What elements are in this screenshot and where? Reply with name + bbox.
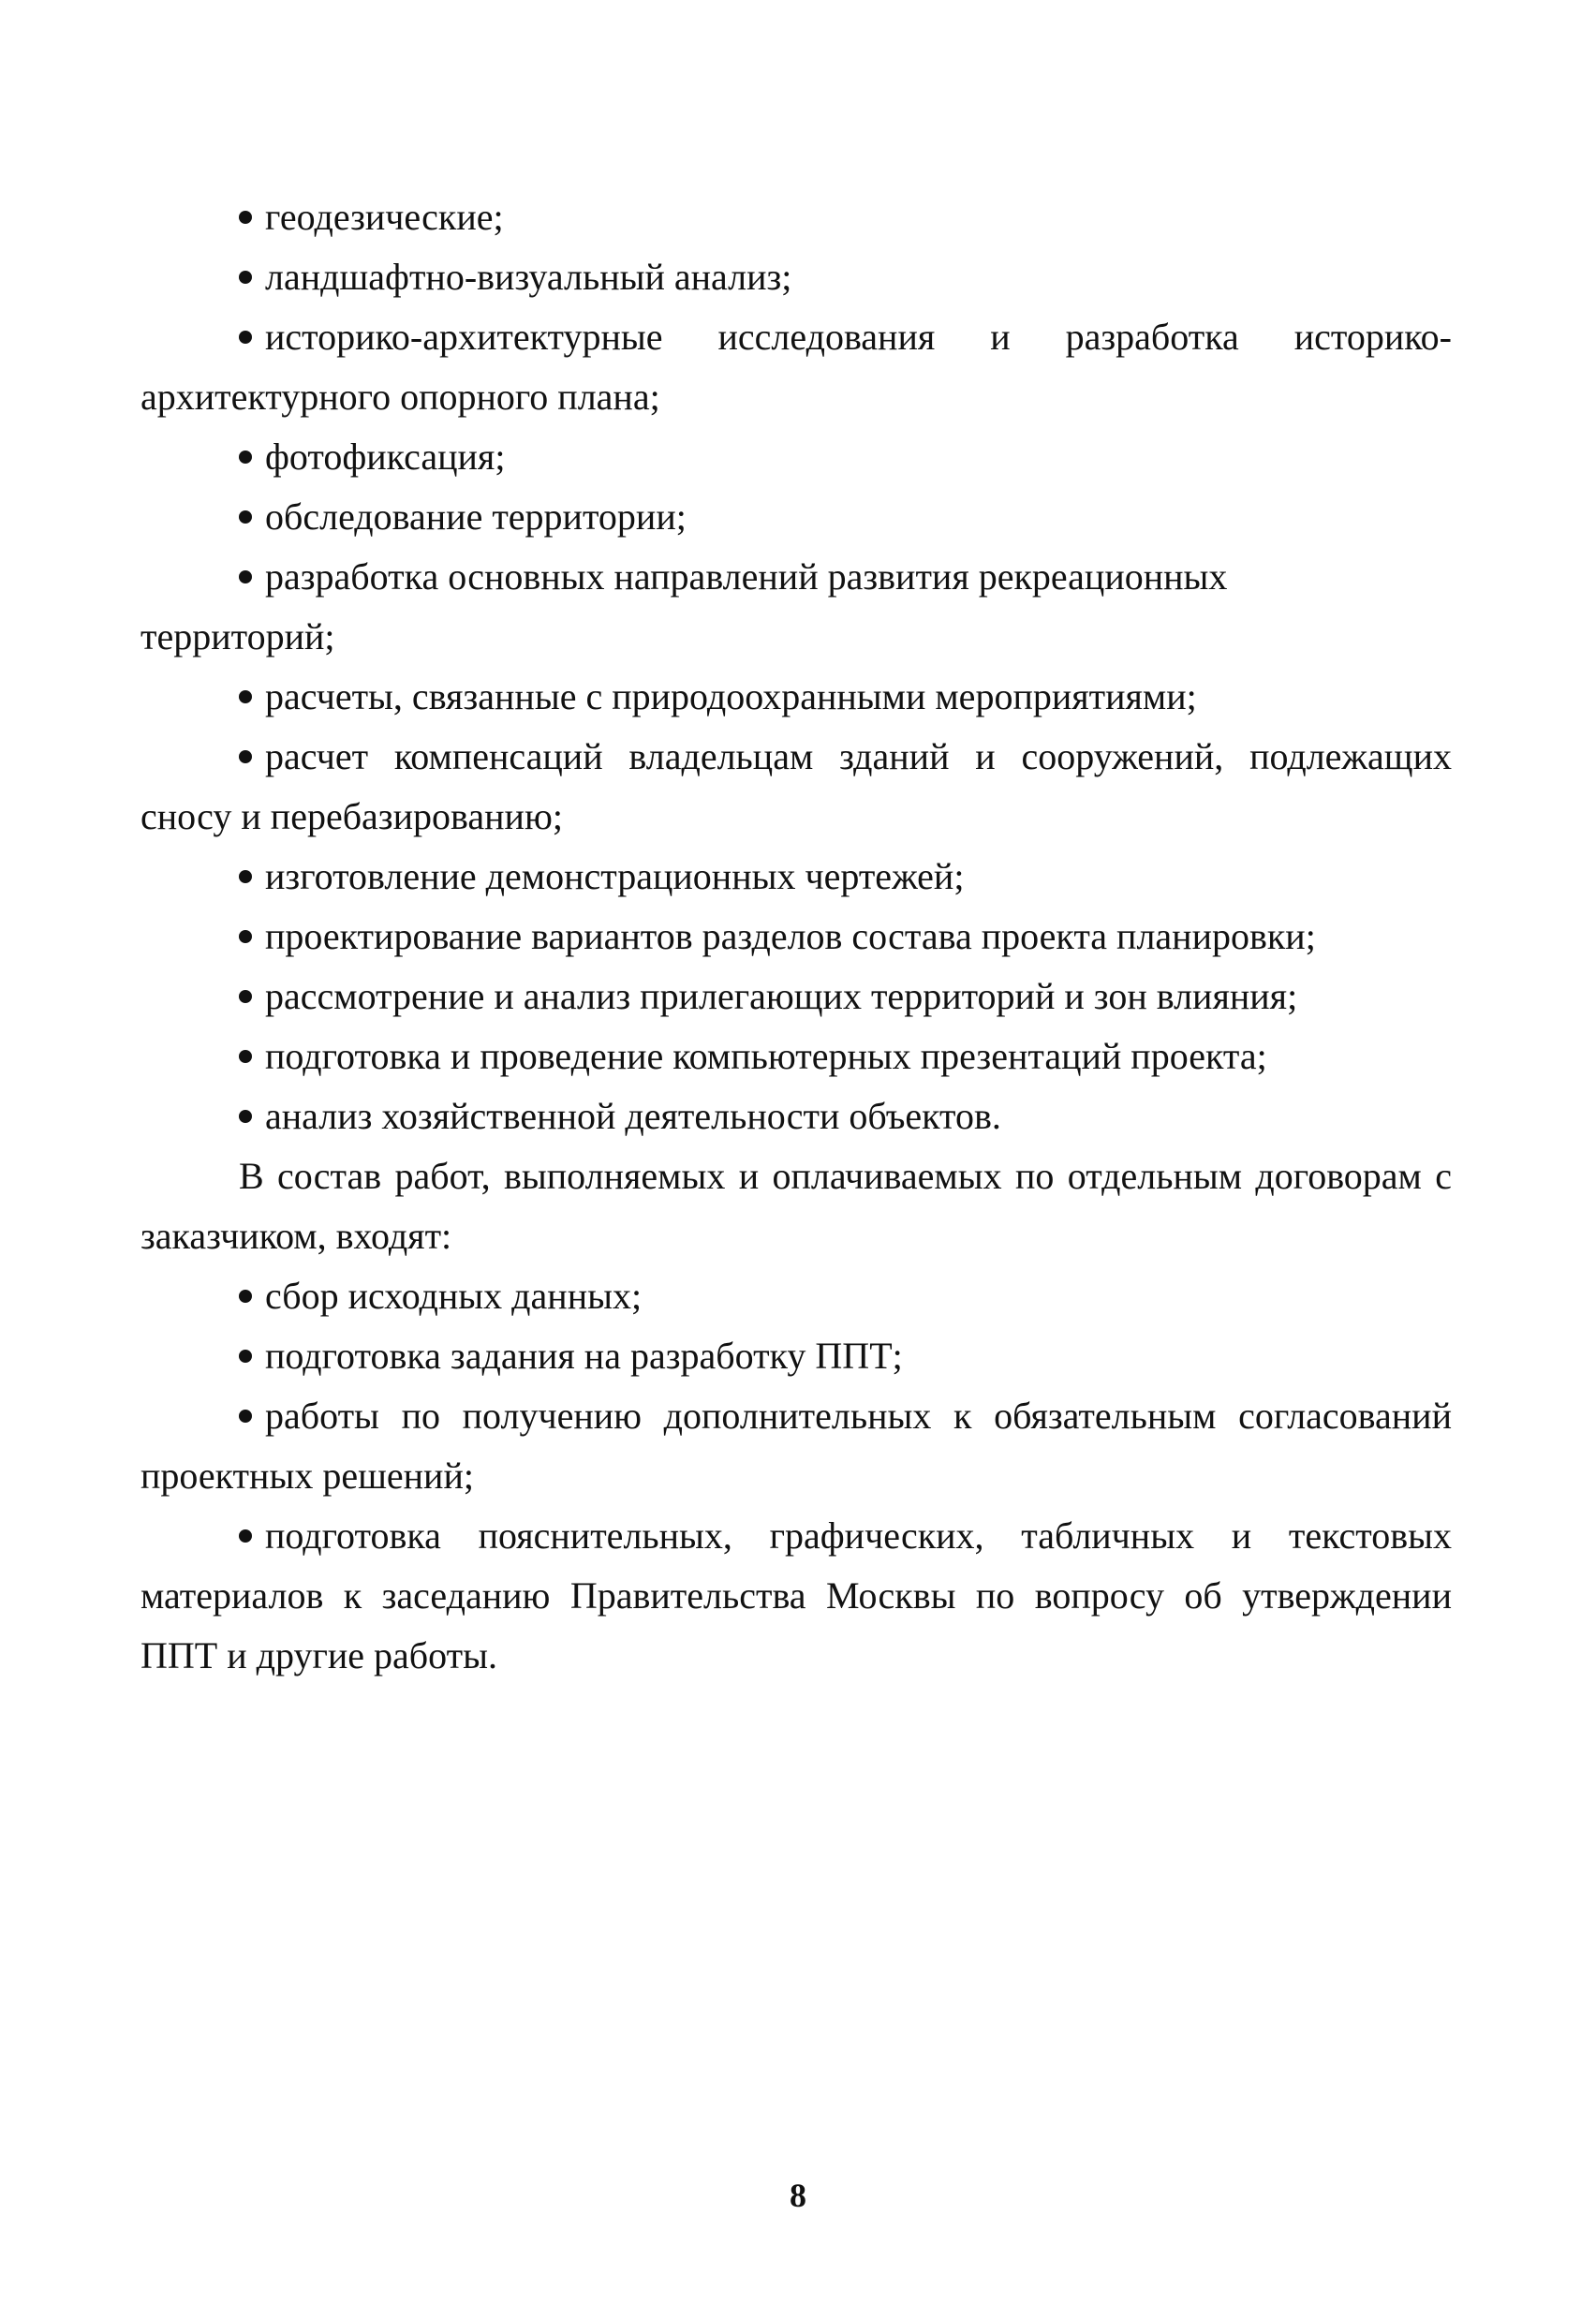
paragraph-continuation: заказчиком, входят: <box>140 1215 452 1257</box>
list-item <box>140 907 1452 967</box>
list-item <box>140 1326 1452 1386</box>
list-item <box>140 967 1452 1026</box>
list-item-continuation: архитектурного опорного плана; <box>140 376 660 418</box>
list-item <box>140 247 1452 307</box>
list-item-text: подготовка и проведение компьютерных презентаций проекта; <box>265 1035 1267 1077</box>
page-number: 8 <box>790 2177 806 2214</box>
list-item <box>140 1086 1452 1146</box>
bullet-icon <box>239 570 252 583</box>
bullet-icon <box>239 690 252 703</box>
list-item-text: подготовка пояснительных, графических, табличных и текстовых <box>265 1514 1452 1557</box>
list-item-text: фотофиксация; <box>265 436 506 478</box>
list-item-text: сбор исходных данных; <box>265 1275 643 1317</box>
list-item-text: историко-архитектурные исследования и разработка историко- <box>265 316 1452 358</box>
list-item-text: геодезические; <box>265 196 504 238</box>
bullet-icon <box>239 1290 252 1303</box>
bullet-icon <box>239 1110 252 1123</box>
list-item-text: подготовка задания на разработку ППТ; <box>265 1335 903 1377</box>
list-item <box>140 187 1452 247</box>
list-item-continuation: сносу и перебазированию; <box>140 795 563 837</box>
list-item <box>140 427 1452 487</box>
bullet-icon <box>239 1050 252 1063</box>
list-item <box>140 1266 1452 1326</box>
bullet-icon <box>239 211 252 224</box>
list-item <box>140 727 1452 847</box>
list-item-text: разработка основных направлений развития рекреационных <box>265 555 1228 598</box>
list-item-text: проектирование вариантов разделов состава проекта планировки; <box>265 915 1316 957</box>
list-item-continuation: проектных решений; <box>140 1455 474 1497</box>
bullet-icon <box>239 1410 252 1423</box>
list-item <box>140 487 1452 547</box>
bullet-icon <box>239 271 252 284</box>
list-item <box>140 1386 1452 1506</box>
bullet-icon <box>239 870 252 883</box>
list-item-continuation: территорий; <box>140 615 335 657</box>
list-item-text: работы по получению дополнительных к обязательным согласований <box>265 1395 1452 1437</box>
bullet-icon <box>239 450 252 464</box>
page-content <box>140 187 1452 1686</box>
list-item <box>140 667 1452 727</box>
bullet-icon <box>239 930 252 943</box>
list-item-text: расчеты, связанные с природоохранными мероприятиями; <box>265 675 1197 717</box>
list-item <box>140 307 1452 427</box>
bullet-icon <box>239 750 252 763</box>
paragraph-first-line: В состав работ, выполняемых и оплачиваемых по отдельным договорам с <box>239 1155 1452 1197</box>
paragraph <box>140 1146 1452 1266</box>
bullet-icon <box>239 331 252 344</box>
list-item <box>140 1026 1452 1086</box>
bullet-icon <box>239 990 252 1003</box>
bullet-icon <box>239 1529 252 1543</box>
list-item-text: ландшафтно-визуальный анализ; <box>265 256 792 298</box>
list-item-text: обследование территории; <box>265 495 687 538</box>
list-item <box>140 847 1452 907</box>
list-item-text: рассмотрение и анализ прилегающих территорий и зон влияния; <box>265 975 1298 1017</box>
list-item-text: изготовление демонстрационных чертежей; <box>265 855 965 897</box>
list-item <box>140 547 1452 667</box>
bullet-icon <box>239 1350 252 1363</box>
list-item-continuation: материалов к заседанию Правительства Москвы по вопросу об утверждении ППТ и другие работы. <box>140 1574 1452 1676</box>
bullet-icon <box>239 510 252 524</box>
list-item <box>140 1506 1452 1686</box>
list-item-text: расчет компенсаций владельцам зданий и сооружений, подлежащих <box>265 735 1452 777</box>
list-item-text: анализ хозяйственной деятельности объектов. <box>265 1095 1001 1137</box>
